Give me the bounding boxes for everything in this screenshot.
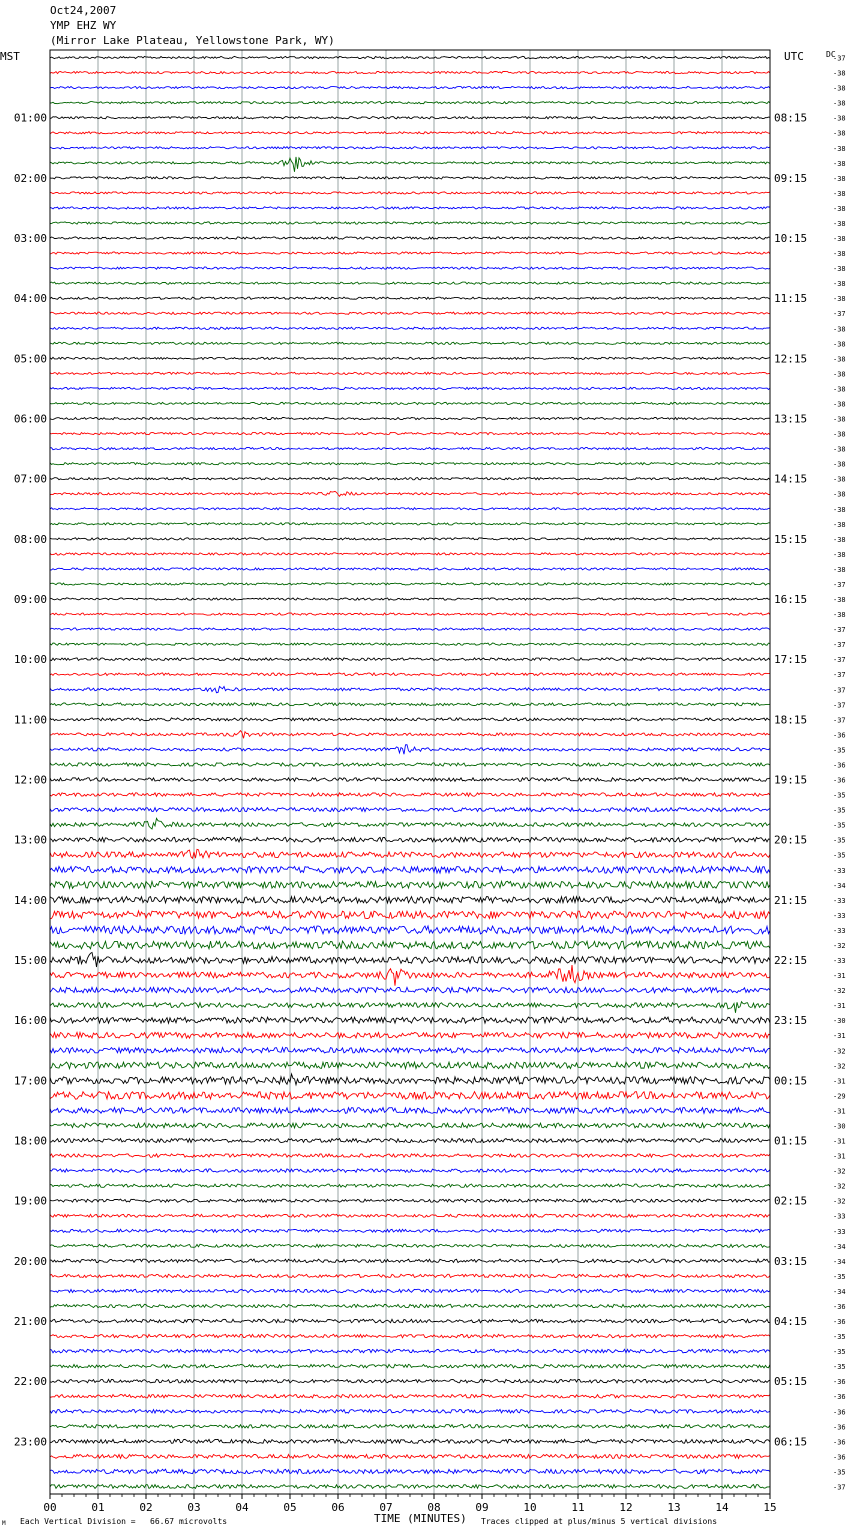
trace-row bbox=[50, 157, 770, 172]
dc-offset-label: -38 bbox=[833, 445, 846, 454]
dc-offset-label: -34 bbox=[833, 881, 846, 890]
dc-offset-label: -31 bbox=[833, 1032, 846, 1041]
dc-offset-label: -38 bbox=[833, 355, 846, 364]
trace-row bbox=[50, 433, 770, 435]
dc-offset-label: -38 bbox=[833, 565, 846, 574]
trace-row bbox=[50, 1048, 770, 1054]
trace-row bbox=[50, 1349, 770, 1353]
left-hour-label: 08:00 bbox=[13, 532, 47, 546]
dc-offset-label: -31 bbox=[833, 1152, 846, 1161]
dc-offset-label: -35 bbox=[833, 851, 846, 860]
dc-offset-label: -35 bbox=[833, 806, 846, 815]
trace-row bbox=[50, 1454, 770, 1458]
dc-offset-label: -36 bbox=[833, 1318, 846, 1327]
x-tick-label: 00 bbox=[43, 1501, 57, 1514]
trace-row bbox=[50, 56, 770, 58]
dc-offset-label: -33 bbox=[833, 911, 846, 920]
left-hour-label: 20:00 bbox=[13, 1254, 47, 1268]
dc-offset-label: -38 bbox=[833, 265, 846, 274]
dc-offset-label: -37 bbox=[833, 580, 846, 589]
x-tick-label: 15 bbox=[763, 1501, 777, 1514]
trace-row bbox=[50, 1154, 770, 1158]
left-hour-label: 05:00 bbox=[13, 352, 47, 366]
left-hour-label: 18:00 bbox=[13, 1134, 47, 1148]
dc-offset-label: -34 bbox=[833, 1257, 846, 1266]
dc-offset-label: -38 bbox=[833, 400, 846, 409]
dc-offset-label: -36 bbox=[833, 1393, 846, 1402]
trace-row bbox=[50, 1274, 770, 1277]
dc-offset-label: -32 bbox=[833, 941, 846, 950]
trace-row bbox=[50, 965, 770, 986]
trace-row bbox=[50, 628, 770, 630]
dc-offset-label: -31 bbox=[833, 1137, 846, 1146]
right-hour-label: 11:15 bbox=[774, 292, 808, 306]
trace-row bbox=[50, 1169, 770, 1173]
right-hour-label: 00:15 bbox=[774, 1074, 808, 1088]
dc-offset-label: -36 bbox=[833, 1423, 846, 1432]
trace-row bbox=[50, 837, 770, 842]
right-hour-label: 15:15 bbox=[774, 532, 808, 546]
x-tick-label: 06 bbox=[331, 1501, 345, 1514]
trace-row bbox=[50, 613, 770, 615]
dc-offset-label: -37 bbox=[833, 1483, 846, 1492]
trace-row bbox=[50, 897, 770, 904]
trace-row bbox=[50, 658, 770, 661]
left-hour-label: 01:00 bbox=[13, 111, 47, 125]
right-hour-label: 13:15 bbox=[774, 412, 808, 426]
dc-offset-label: -37 bbox=[833, 310, 846, 319]
dc-offset-label: -38 bbox=[833, 535, 846, 544]
trace-row bbox=[50, 952, 770, 967]
trace-row bbox=[50, 1364, 770, 1368]
dc-offset-label: -38 bbox=[833, 550, 846, 559]
trace-row bbox=[50, 583, 770, 585]
trace-row bbox=[50, 1108, 770, 1114]
right-hour-labels bbox=[774, 112, 807, 1449]
dc-offset-label: -35 bbox=[833, 791, 846, 800]
left-hour-label: 10:00 bbox=[13, 653, 47, 667]
dc-offset-label: -33 bbox=[833, 926, 846, 935]
right-hour-label: 04:15 bbox=[774, 1315, 808, 1329]
dc-offset-label: -36 bbox=[833, 1408, 846, 1417]
trace-row bbox=[50, 745, 770, 755]
location-label: (Mirror Lake Plateau, Yellowstone Park, WY) bbox=[50, 34, 335, 47]
trace-row bbox=[50, 1395, 770, 1399]
trace-row bbox=[50, 402, 770, 404]
left-hour-label: 11:00 bbox=[13, 713, 47, 727]
right-hour-label: 01:15 bbox=[774, 1134, 808, 1148]
right-hour-label: 18:15 bbox=[774, 713, 808, 727]
dc-offset-label: -35 bbox=[833, 836, 846, 845]
x-tick-label: 12 bbox=[619, 1501, 633, 1514]
trace-row bbox=[50, 508, 770, 510]
trace-row bbox=[50, 1439, 770, 1443]
dc-offset-label: -38 bbox=[833, 505, 846, 514]
dc-offset-label: -31 bbox=[833, 1107, 846, 1116]
left-hour-labels bbox=[14, 112, 47, 1449]
dc-offset-label: -32 bbox=[833, 1167, 846, 1176]
x-axis-title: TIME (MINUTES) bbox=[374, 1512, 467, 1525]
left-timezone-label: MST bbox=[0, 50, 20, 63]
trace-row bbox=[50, 222, 770, 224]
trace-row bbox=[50, 177, 770, 179]
dc-offset-label: -33 bbox=[833, 1212, 846, 1221]
dc-offset-label: -38 bbox=[833, 129, 846, 138]
dc-offset-label: -38 bbox=[833, 84, 846, 93]
trace-row bbox=[50, 282, 770, 284]
dc-offset-label: -38 bbox=[833, 596, 846, 605]
dc-offset-label: -33 bbox=[833, 1227, 846, 1236]
dc-offset-label: -38 bbox=[833, 340, 846, 349]
trace-row bbox=[50, 778, 770, 782]
trace-row bbox=[50, 357, 770, 359]
trace-row bbox=[50, 1017, 770, 1023]
dc-offset-label: -35 bbox=[833, 1468, 846, 1477]
trace-row bbox=[50, 1123, 770, 1128]
trace-row bbox=[50, 598, 770, 600]
trace-row bbox=[50, 538, 770, 540]
trace-row bbox=[50, 267, 770, 269]
dc-offset-label: -36 bbox=[833, 761, 846, 770]
dc-offset-label: -38 bbox=[833, 611, 846, 620]
dc-offset-label: -37 bbox=[833, 626, 846, 635]
left-hour-label: 02:00 bbox=[13, 171, 47, 185]
dc-offset-label: -32 bbox=[833, 1197, 846, 1206]
trace-row bbox=[50, 703, 770, 706]
dc-offset-label: -37 bbox=[833, 686, 846, 695]
right-hour-label: 12:15 bbox=[774, 352, 808, 366]
x-tick-label: 07 bbox=[379, 1501, 393, 1514]
x-tick-label: 10 bbox=[523, 1501, 537, 1514]
trace-row bbox=[50, 387, 770, 389]
date-label: Oct24,2007 bbox=[50, 4, 117, 17]
dc-offset-label: -37 bbox=[833, 641, 846, 650]
right-hour-label: 17:15 bbox=[774, 653, 808, 667]
trace-row bbox=[50, 643, 770, 645]
trace-row bbox=[50, 808, 770, 812]
trace-row bbox=[50, 568, 770, 570]
trace-row bbox=[50, 342, 770, 344]
dc-offset-label: -38 bbox=[833, 235, 846, 244]
dc-offset-label: -37 bbox=[833, 716, 846, 725]
dc-offset-label: -33 bbox=[833, 957, 846, 966]
trace-row bbox=[50, 523, 770, 525]
trace-row bbox=[50, 1062, 770, 1069]
right-hour-label: 10:15 bbox=[774, 232, 808, 246]
dc-offset-label: -36 bbox=[833, 1302, 846, 1311]
trace-row bbox=[50, 1214, 770, 1217]
right-hour-label: 23:15 bbox=[774, 1014, 808, 1028]
dc-offset-label: -38 bbox=[833, 174, 846, 183]
trace-row bbox=[50, 881, 770, 888]
trace-row bbox=[50, 192, 770, 194]
trace-row bbox=[50, 147, 770, 149]
left-hour-label: 15:00 bbox=[13, 954, 47, 968]
trace-row bbox=[50, 87, 770, 89]
trace-row bbox=[50, 1184, 770, 1187]
dc-offset-label: -31 bbox=[833, 972, 846, 981]
dc-offset-label: -32 bbox=[833, 1047, 846, 1056]
dc-offset-label: -36 bbox=[833, 731, 846, 740]
dc-offset-label: -36 bbox=[833, 776, 846, 785]
left-hour-label: 21:00 bbox=[13, 1315, 47, 1329]
dc-offset-label: -38 bbox=[833, 99, 846, 108]
right-hour-label: 14:15 bbox=[774, 472, 808, 486]
trace-row bbox=[50, 1425, 770, 1429]
dc-offset-label: -38 bbox=[833, 325, 846, 334]
trace-row bbox=[50, 987, 770, 992]
dc-offset-label: -33 bbox=[833, 866, 846, 875]
left-hour-label: 04:00 bbox=[13, 292, 47, 306]
dc-offset-label: -38 bbox=[833, 295, 846, 304]
left-hour-label: 12:00 bbox=[13, 773, 47, 787]
dc-offset-label: -37 bbox=[833, 701, 846, 710]
trace-row bbox=[50, 478, 770, 480]
trace-row bbox=[50, 1032, 770, 1038]
left-hour-label: 22:00 bbox=[13, 1375, 47, 1389]
dc-offset-label: -35 bbox=[833, 1333, 846, 1342]
dc-offset-label: -33 bbox=[833, 896, 846, 905]
x-tick-label: 01 bbox=[91, 1501, 105, 1514]
dc-offset-label: -38 bbox=[833, 475, 846, 484]
trace-row bbox=[50, 463, 770, 465]
dc-offset-label: -35 bbox=[833, 1363, 846, 1372]
left-hour-label: 17:00 bbox=[13, 1074, 47, 1088]
trace-row bbox=[50, 1334, 770, 1338]
right-hour-label: 20:15 bbox=[774, 833, 808, 847]
x-tick-label: 08 bbox=[427, 1501, 441, 1514]
left-hour-label: 03:00 bbox=[13, 232, 47, 246]
footer-right-note: Traces clipped at plus/minus 5 vertical divisions bbox=[481, 1517, 718, 1526]
dc-offset-label: -35 bbox=[833, 746, 846, 755]
right-hour-label: 22:15 bbox=[774, 954, 808, 968]
x-tick-label: 03 bbox=[187, 1501, 201, 1514]
dc-offset-label: -34 bbox=[833, 1242, 846, 1251]
trace-row bbox=[50, 867, 770, 874]
dc-offset-label: -35 bbox=[833, 821, 846, 830]
trace-row bbox=[50, 252, 770, 254]
trace-row bbox=[50, 117, 770, 119]
dc-offset-label: -34 bbox=[833, 1287, 846, 1296]
right-hour-label: 03:15 bbox=[774, 1254, 808, 1268]
trace-row bbox=[50, 849, 770, 858]
trace-row bbox=[50, 1259, 770, 1263]
dc-offset-label: -35 bbox=[833, 1272, 846, 1281]
trace-row bbox=[50, 417, 770, 419]
trace-row bbox=[50, 1485, 770, 1489]
trace-row bbox=[50, 237, 770, 239]
station-label: YMP EHZ WY bbox=[50, 19, 117, 32]
trace-row bbox=[50, 686, 770, 692]
dc-offset-labels bbox=[833, 55, 846, 1492]
left-hour-label: 13:00 bbox=[13, 833, 47, 847]
trace-row bbox=[50, 1319, 770, 1323]
dc-offset-label: -30 bbox=[833, 1122, 846, 1131]
dc-offset-label: -36 bbox=[833, 1438, 846, 1447]
right-hour-label: 19:15 bbox=[774, 773, 808, 787]
x-tick-label: 05 bbox=[283, 1501, 297, 1514]
trace-row bbox=[50, 448, 770, 450]
trace-row bbox=[50, 1199, 770, 1202]
x-tick-label: 04 bbox=[235, 1501, 249, 1514]
dc-offset-label: -38 bbox=[833, 144, 846, 153]
trace-row bbox=[50, 1074, 770, 1085]
dc-offset-label: -37 bbox=[833, 656, 846, 665]
trace-row bbox=[50, 327, 770, 329]
footer-left-note: Each Vertical Division = 66.67 microvolts bbox=[20, 1517, 228, 1526]
dc-offset-label: -37 bbox=[833, 54, 846, 63]
dc-offset-label: -38 bbox=[833, 69, 846, 78]
trace-row bbox=[50, 1289, 770, 1292]
right-hour-label: 09:15 bbox=[774, 171, 808, 185]
dc-offset-label: -32 bbox=[833, 1062, 846, 1071]
seismic-traces bbox=[50, 56, 770, 1488]
right-hour-label: 08:15 bbox=[774, 111, 808, 125]
trace-row bbox=[50, 793, 770, 797]
trace-row bbox=[50, 297, 770, 299]
corner-mark: M bbox=[2, 1520, 6, 1527]
trace-row bbox=[50, 132, 770, 134]
right-timezone-label: UTC bbox=[784, 50, 804, 63]
x-tick-label: 11 bbox=[571, 1501, 585, 1514]
left-hour-label: 23:00 bbox=[13, 1435, 47, 1449]
dc-offset-label: -31 bbox=[833, 1002, 846, 1011]
trace-row bbox=[50, 941, 770, 949]
trace-row bbox=[50, 818, 770, 829]
trace-row bbox=[50, 911, 770, 919]
dc-offset-label: -38 bbox=[833, 280, 846, 289]
trace-row bbox=[50, 1002, 770, 1013]
dc-label: DC bbox=[826, 50, 836, 59]
dc-offset-label: -36 bbox=[833, 1453, 846, 1462]
dc-offset-label: -38 bbox=[833, 490, 846, 499]
dc-offset-label: -38 bbox=[833, 114, 846, 123]
minute-grid bbox=[98, 50, 722, 1494]
x-tick-label: 02 bbox=[139, 1501, 153, 1514]
dc-offset-label: -36 bbox=[833, 1378, 846, 1387]
dc-offset-label: -30 bbox=[833, 1017, 846, 1026]
dc-offset-label: -32 bbox=[833, 1182, 846, 1191]
x-tick-label: 13 bbox=[667, 1501, 681, 1514]
dc-offset-label: -31 bbox=[833, 1077, 846, 1086]
left-hour-label: 06:00 bbox=[13, 412, 47, 426]
trace-row bbox=[50, 72, 770, 74]
trace-row bbox=[50, 718, 770, 721]
right-hour-label: 21:15 bbox=[774, 893, 808, 907]
dc-offset-label: -37 bbox=[833, 671, 846, 680]
right-hour-label: 06:15 bbox=[774, 1435, 808, 1449]
trace-row bbox=[50, 372, 770, 374]
trace-row bbox=[50, 491, 770, 496]
dc-offset-label: -38 bbox=[833, 520, 846, 529]
trace-row bbox=[50, 926, 770, 934]
dc-offset-label: -32 bbox=[833, 987, 846, 996]
trace-row bbox=[50, 553, 770, 555]
dc-offset-label: -38 bbox=[833, 370, 846, 379]
trace-row bbox=[50, 1244, 770, 1247]
trace-row bbox=[50, 1469, 770, 1473]
right-hour-label: 05:15 bbox=[774, 1375, 808, 1389]
left-hour-label: 07:00 bbox=[13, 472, 47, 486]
dc-offset-label: -38 bbox=[833, 204, 846, 213]
trace-row bbox=[50, 207, 770, 209]
trace-row bbox=[50, 763, 770, 766]
dc-offset-label: -38 bbox=[833, 430, 846, 439]
trace-row bbox=[50, 102, 770, 104]
trace-row bbox=[50, 1229, 770, 1232]
left-hour-label: 16:00 bbox=[13, 1014, 47, 1028]
dc-offset-label: -29 bbox=[833, 1092, 846, 1101]
left-hour-label: 19:00 bbox=[13, 1194, 47, 1208]
trace-row bbox=[50, 312, 770, 314]
trace-row bbox=[50, 673, 770, 676]
trace-row bbox=[50, 1410, 770, 1414]
dc-offset-label: -38 bbox=[833, 219, 846, 228]
trace-row bbox=[50, 1304, 770, 1307]
x-tick-label: 09 bbox=[475, 1501, 489, 1514]
dc-offset-label: -38 bbox=[833, 159, 846, 168]
left-hour-label: 14:00 bbox=[13, 893, 47, 907]
right-hour-label: 02:15 bbox=[774, 1194, 808, 1208]
dc-offset-label: -38 bbox=[833, 189, 846, 198]
x-axis bbox=[43, 1494, 776, 1514]
left-hour-label: 09:00 bbox=[13, 593, 47, 607]
trace-row bbox=[50, 1139, 770, 1143]
trace-row bbox=[50, 1092, 770, 1099]
dc-offset-label: -38 bbox=[833, 415, 846, 424]
x-tick-label: 14 bbox=[715, 1501, 729, 1514]
dc-offset-label: -38 bbox=[833, 460, 846, 469]
trace-row bbox=[50, 731, 770, 739]
dc-offset-label: -38 bbox=[833, 250, 846, 259]
trace-row bbox=[50, 1379, 770, 1383]
right-hour-label: 16:15 bbox=[774, 593, 808, 607]
dc-offset-label: -35 bbox=[833, 1348, 846, 1357]
dc-offset-label: -38 bbox=[833, 385, 846, 394]
